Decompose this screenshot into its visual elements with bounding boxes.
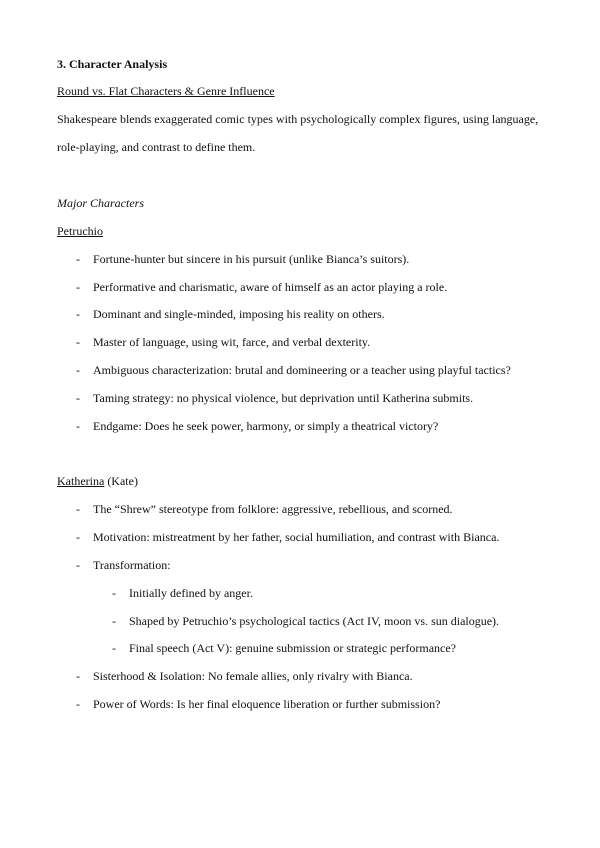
bullet-dash: - [76,558,80,572]
list-item: Motivation: mistreatment by her father, social humiliation, and contrast with Bianca. [93,530,500,544]
list-item: Taming strategy: no physical violence, but deprivation until Katherina submits. [93,391,474,405]
list-item: Transformation: [93,558,171,572]
bullet-dash: - [76,669,80,683]
bullet-dash: - [76,697,80,711]
intro-line-2: role-playing, and contrast to define them. [57,140,256,154]
katherina-name: Katherina [57,474,105,488]
section-title: 3. Character Analysis [57,57,168,71]
sub-bullet-dash: - [112,641,116,655]
bullet-dash: - [76,335,80,349]
list-item: Dominant and single-minded, imposing his reality on others. [93,307,385,321]
katherina-alias: (Kate) [104,474,138,488]
petruchio-heading: Petruchio [57,224,103,238]
sub-list-item: Initially defined by anger. [129,586,253,600]
list-item: The “Shrew” stereotype from folklore: aggressive, rebellious, and scorned. [93,502,453,516]
subheading: Round vs. Flat Characters & Genre Influence [57,84,275,98]
list-item: Sisterhood & Isolation: No female allies, only rivalry with Bianca. [93,669,413,683]
list-item: Fortune-hunter but sincere in his pursuit (unlike Bianca’s suitors). [93,252,410,266]
bullet-dash: - [76,419,80,433]
katherina-heading [57,474,138,488]
list-item: Ambiguous characterization: brutal and domineering or a teacher using playful tactics? [93,363,511,377]
sub-bullet-dash: - [112,586,116,600]
list-item: Performative and charismatic, aware of himself as an actor playing a role. [93,280,448,294]
sub-list-item: Shaped by Petruchio’s psychological tactics (Act IV, moon vs. sun dialogue). [129,614,500,628]
bullet-dash: - [76,363,80,377]
major-characters-heading: Major Characters [57,196,144,210]
list-item: Power of Words: Is her final eloquence liberation or further submission? [93,697,441,711]
bullet-dash: - [76,391,80,405]
list-item: Endgame: Does he seek power, harmony, or simply a theatrical victory? [93,419,439,433]
sub-bullet-dash: - [112,614,116,628]
bullet-dash: - [76,307,80,321]
intro-line-1: Shakespeare blends exaggerated comic types with psychologically complex figures, using language, [57,112,539,126]
sub-list-item: Final speech (Act V): genuine submission or strategic performance? [129,641,457,655]
bullet-dash: - [76,502,80,516]
list-item: Master of language, using wit, farce, and verbal dexterity. [93,335,371,349]
bullet-dash: - [76,252,80,266]
bullet-dash: - [76,280,80,294]
bullet-dash: - [76,530,80,544]
